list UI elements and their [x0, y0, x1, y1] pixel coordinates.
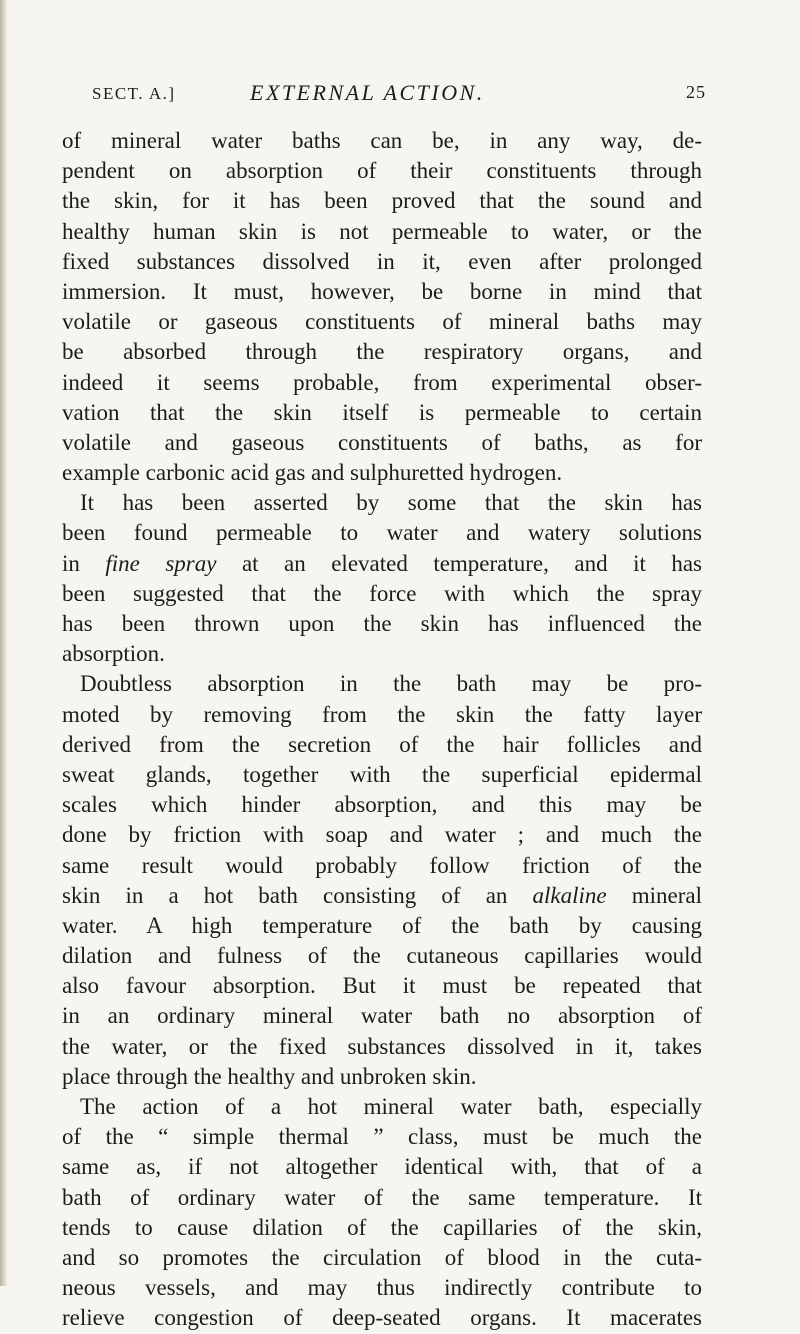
- running-header: [92, 80, 706, 110]
- text-segment: Doubtless absorption in the bath may be pro-: [80, 671, 702, 697]
- text-line: [62, 1152, 702, 1182]
- text-segment: tends to cause dilation of the capillaries of the skin,: [62, 1214, 702, 1240]
- text-segment: water. A high temperature of the bath by causing: [62, 912, 702, 938]
- text-segment: in: [62, 550, 106, 576]
- text-segment: relieve congestion of deep-seated organs. It macerates: [62, 1305, 702, 1331]
- text-line: [62, 1001, 702, 1031]
- text-segment: has been thrown upon the skin has influenced the: [62, 611, 702, 636]
- text-segment: place through the healthy and unbroken skin.: [62, 1063, 477, 1089]
- italic-text: alkaline: [532, 882, 607, 908]
- text-segment: volatile and gaseous constituents of baths, as for: [62, 429, 702, 455]
- text-line: [62, 488, 702, 518]
- text-line: [62, 700, 702, 730]
- text-segment: done by friction with soap and water ; and much the: [62, 822, 702, 848]
- text-line: [62, 549, 702, 579]
- text-line: [62, 186, 702, 216]
- text-segment: same as, if not altogether identical with, that of a: [62, 1154, 702, 1180]
- text-line: [62, 277, 702, 307]
- text-line: [62, 247, 702, 277]
- text-segment: also favour absorption. But it must be repeated that: [62, 973, 702, 999]
- text-segment: derived from the secretion of the hair follicles and: [62, 731, 702, 757]
- text-line: [62, 790, 702, 820]
- text-line: [62, 428, 702, 458]
- text-segment: the skin, for it has been proved that the sound and: [62, 188, 702, 214]
- text-segment: immersion. It must, however, be borne in mind that: [62, 278, 702, 304]
- text-segment: absorption.: [62, 641, 165, 667]
- text-segment: indeed it seems probable, from experimental obser-: [62, 369, 702, 395]
- text-segment: and so promotes the circulation of blood in the cuta-: [62, 1244, 702, 1270]
- text-line: [62, 368, 702, 398]
- text-segment: of the “ simple thermal ” class, must be much the: [62, 1124, 702, 1150]
- text-segment: The action of a hot mineral water bath, especially: [80, 1094, 702, 1119]
- text-line: [62, 1062, 702, 1092]
- text-segment: moted by removing from the skin the fatty layer: [62, 701, 702, 727]
- text-segment: fixed substances dissolved in it, even after prolonged: [62, 248, 702, 274]
- text-segment: vation that the skin itself is permeable to certain: [62, 399, 702, 425]
- page-number: 25: [686, 82, 706, 102]
- text-segment: neous vessels, and may thus indirectly contribute to: [62, 1275, 702, 1301]
- text-segment: healthy human skin is not permeable to water, or the: [62, 218, 702, 244]
- text-segment: in an ordinary mineral water bath no absorption of: [62, 1003, 702, 1029]
- text-line: [62, 1213, 702, 1243]
- text-segment: volatile or gaseous constituents of mineral baths may: [62, 309, 702, 335]
- text-line: [62, 851, 702, 881]
- text-segment: It has been asserted by some that the skin has: [80, 490, 702, 516]
- text-line: [62, 609, 702, 639]
- text-line: [62, 307, 702, 337]
- text-line: [62, 1122, 702, 1152]
- text-line: [62, 217, 702, 247]
- text-line: [62, 1273, 702, 1303]
- text-segment: example carbonic acid gas and sulphuretted hydrogen.: [62, 460, 563, 486]
- text-segment: be absorbed through the respiratory organs, and: [62, 339, 702, 365]
- text-segment: bath of ordinary water of the same temperature. It: [62, 1184, 702, 1210]
- text-segment: dilation and fulness of the cutaneous capillaries would: [62, 943, 702, 969]
- text-line: [62, 730, 702, 760]
- text-line: [62, 337, 702, 367]
- text-segment: at an elevated temperature, and it has: [216, 550, 702, 576]
- text-line: [62, 398, 702, 428]
- section-label: SECT. A.]: [92, 84, 176, 103]
- text-line: [62, 1303, 702, 1333]
- text-segment: scales which hinder absorption, and this may be: [62, 792, 702, 818]
- running-title: EXTERNAL ACTION.: [250, 80, 485, 105]
- text-line: [62, 579, 702, 609]
- text-segment: skin in a hot bath consisting of an: [62, 882, 533, 908]
- italic-text: fine spray: [105, 550, 217, 576]
- text-line: [62, 911, 702, 941]
- text-line: [62, 639, 702, 669]
- text-line: [62, 1092, 702, 1122]
- text-line: [62, 941, 702, 971]
- text-segment: sweat glands, together with the superficial epidermal: [62, 761, 702, 787]
- text-line: [62, 1032, 702, 1062]
- text-line: [62, 1183, 702, 1213]
- text-segment: pendent on absorption of their constituents through: [62, 158, 702, 184]
- body-text: [62, 126, 702, 1334]
- text-line: [62, 1243, 702, 1273]
- text-line: [62, 881, 702, 911]
- text-line: [62, 458, 702, 488]
- text-line: [62, 156, 702, 186]
- text-segment: same result would probably follow friction of the: [62, 852, 702, 878]
- text-segment: been found permeable to water and watery solutions: [62, 520, 702, 546]
- text-line: [62, 760, 702, 790]
- text-line: [62, 971, 702, 1001]
- text-segment: of mineral water baths can be, in any way, de-: [62, 128, 702, 153]
- text-line: [62, 518, 702, 548]
- text-line: [62, 820, 702, 850]
- text-segment: the water, or the fixed substances dissolved in it, takes: [62, 1033, 702, 1059]
- text-segment: mineral: [606, 882, 703, 908]
- text-line: [62, 669, 702, 699]
- text-line: [62, 126, 702, 156]
- text-segment: been suggested that the force with which the spray: [62, 580, 702, 606]
